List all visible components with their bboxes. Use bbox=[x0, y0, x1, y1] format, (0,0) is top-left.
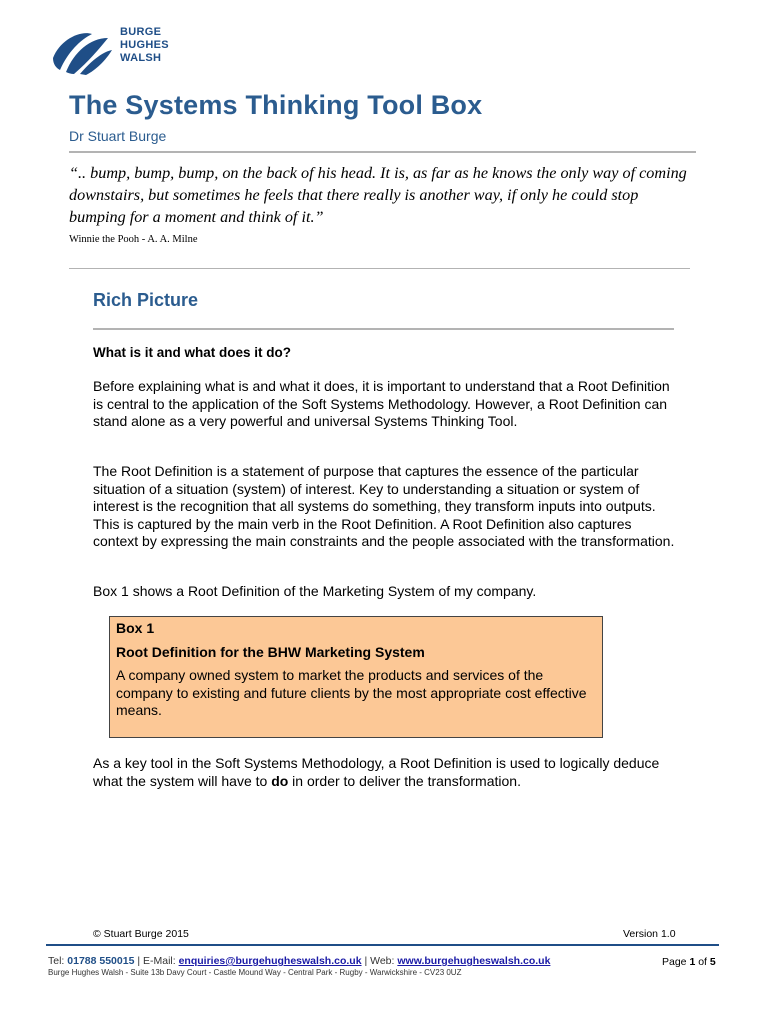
email-link[interactable]: enquiries@burgehugheswalsh.co.uk bbox=[178, 955, 362, 967]
page-of: of bbox=[698, 956, 707, 968]
root-definition-box bbox=[109, 616, 603, 738]
footer-address: Burge Hughes Walsh - Suite 13b Davy Court - Castle Mound Way - Central Park - Rugby - Warwickshire - CV23 0UZ bbox=[48, 968, 462, 977]
footer-divider bbox=[46, 944, 719, 946]
quote-attribution: Winnie the Pooh - A. A. Milne bbox=[69, 234, 198, 245]
logo-line-1: BURGE bbox=[120, 26, 162, 38]
company-logo bbox=[50, 24, 190, 80]
logo-line-2: HUGHES bbox=[120, 39, 169, 51]
tel-number: 01788 550015 bbox=[67, 955, 135, 967]
author-name: Dr Stuart Burge bbox=[69, 128, 167, 144]
paragraph-4-end: in order to deliver the transformation. bbox=[288, 772, 521, 789]
box-title: Root Definition for the BHW Marketing System bbox=[116, 644, 425, 660]
logo-mark-icon bbox=[50, 28, 114, 76]
email-label: | E-Mail: bbox=[137, 955, 176, 967]
paragraph-3: Box 1 shows a Root Definition of the Marketing System of my company. bbox=[93, 583, 537, 599]
version-label: Version 1.0 bbox=[623, 928, 676, 940]
footer-contact-line bbox=[48, 955, 550, 967]
copyright-notice: © Stuart Burge 2015 bbox=[93, 928, 189, 940]
document-title: The Systems Thinking Tool Box bbox=[69, 90, 483, 120]
section-title: Rich Picture bbox=[93, 290, 199, 310]
tel-label: Tel: bbox=[48, 955, 65, 967]
page-label: Page bbox=[662, 956, 687, 968]
paragraph-4-start: As a key tool in the Soft Systems Methodology, a Root Definition is used to logically deduce what the system will have to bbox=[93, 755, 660, 789]
paragraph-4-emphasis: do bbox=[271, 772, 289, 789]
website-link[interactable]: www.burgehugheswalsh.co.uk bbox=[397, 955, 551, 967]
logo-wordmark bbox=[120, 26, 169, 65]
box-label: Box 1 bbox=[116, 620, 155, 636]
subheading: What is it and what does it do? bbox=[93, 345, 291, 360]
paragraph-2: The Root Definition is a statement of purpose that captures the essence of the particular situation of a situation (system) of interest. Key to understanding a situation or system of interest is the recognition that all systems do something, they transform inputs into outputs. This is captured by the main verb in the Root Definition. A Root Definition also captures context by expressing the main constraints and the people associated with the transformation. bbox=[93, 463, 675, 549]
section-divider bbox=[93, 328, 674, 330]
page-total: 5 bbox=[709, 956, 716, 968]
paragraph-1: Before explaining what is and what it does, it is important to understand that a Root Definition is central to the application of the Soft Systems Methodology. However, a Root Definition can stand alone as a very powerful and universal Systems Thinking Tool. bbox=[93, 378, 670, 429]
logo-line-3: WALSH bbox=[120, 52, 162, 64]
page-indicator bbox=[662, 956, 716, 968]
title-divider bbox=[69, 151, 696, 153]
paragraph-4 bbox=[93, 755, 678, 790]
box-text: A company owned system to market the products and services of the company to existing and future clients by the most appropriate cost effective means. bbox=[116, 667, 587, 718]
page-current: 1 bbox=[689, 956, 696, 968]
web-label: | Web: bbox=[364, 955, 395, 967]
quote-divider bbox=[69, 268, 690, 269]
epigraph-quote: “.. bump, bump, bump, on the back of his head. It is, as far as he knows the only way of coming downstairs, but sometimes he feels that there really is another way, if only he could stop bumping for a moment and think of it.” bbox=[69, 164, 687, 226]
